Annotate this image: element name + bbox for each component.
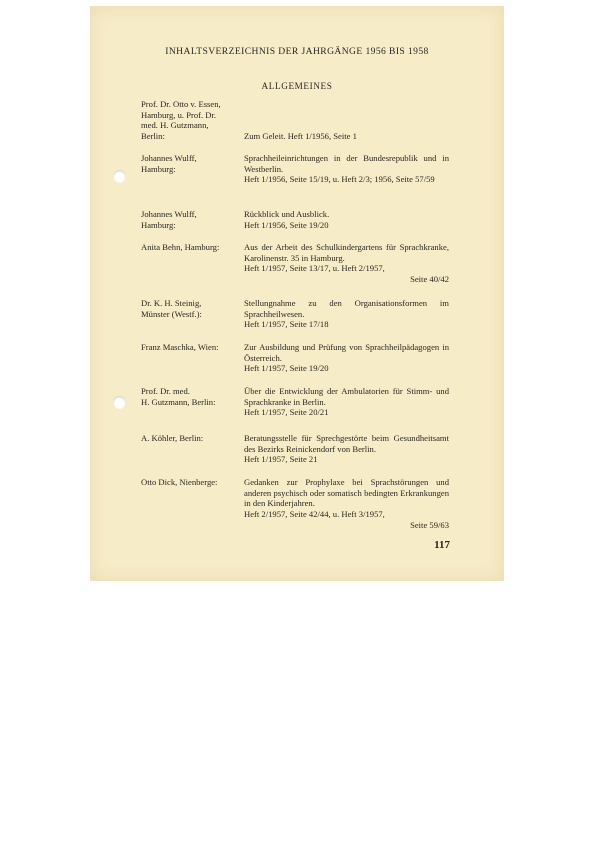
entry-author: Prof. Dr. Otto v. Essen, Hamburg, u. Prof. Dr. med. H. Gutzmann, Berlin: xyxy=(141,99,221,142)
entry-content xyxy=(244,477,449,531)
punch-hole-top xyxy=(113,170,126,183)
entry-title: Über die Entwicklung der Ambulatorien für Stimm- und Sprachkranke in Berlin. xyxy=(244,386,449,407)
entry-author: Anita Behn, Hamburg: xyxy=(141,242,220,252)
entry-reference: Heft 1/1956, Seite 15/19, u. Heft 2/3; 1956, Seite 57/59 xyxy=(244,174,435,185)
entry-reference: Heft 1/1956, Seite 19/20 xyxy=(244,219,329,230)
section-heading: ALLGEMEINES xyxy=(261,81,333,91)
entry-content xyxy=(244,342,449,374)
entry-content xyxy=(244,386,449,418)
entry-content xyxy=(244,153,449,185)
page-title: INHALTSVERZEICHNIS DER JAHRGÄNGE 1956 BIS 1958 xyxy=(165,46,429,57)
entry-reference: Heft 1/1957, Seite 13/17, u. Heft 2/1957, xyxy=(244,263,385,274)
entry-title: Rückblick und Ausblick. xyxy=(244,209,330,219)
entry-title: Sprachheileinrichtungen in der Bundesrepublik und in Westberlin. xyxy=(244,153,449,174)
punch-hole-bottom xyxy=(113,396,126,409)
entry-content xyxy=(244,209,449,230)
entry-title: Beratungsstelle für Sprechgestörte beim Gesundheitsamt des Bezirks Reinickendorf von Berlin. xyxy=(244,433,449,454)
entry-title: Zur Ausbildung und Prüfung von Sprachheilpädagogen in Österreich. xyxy=(244,342,449,363)
entry-content xyxy=(244,242,449,285)
page-number: 117 xyxy=(434,539,450,551)
entry-reference: Heft 1/1957, Seite 21 xyxy=(244,454,318,465)
document-page xyxy=(90,6,504,581)
entry-reference: Heft 2/1957, Seite 42/44, u. Heft 3/1957, xyxy=(244,509,385,520)
entry-reference-continued: Seite 40/42 xyxy=(410,274,449,285)
entry-author: Johannes Wulff, Hamburg: xyxy=(141,153,197,174)
entry-content xyxy=(244,131,449,142)
entry-title: Gedanken zur Prophylaxe bei Sprachstörungen und anderen psychisch oder somatisch bedingten Erkrankungen in den Kinderjahren. xyxy=(244,477,449,509)
entry-reference: Heft 1/1957, Seite 20/21 xyxy=(244,407,329,418)
entry-reference: Heft 1/1957, Seite 17/18 xyxy=(244,319,329,330)
entry-title: Aus der Arbeit des Schulkindergartens für Sprachkranke, Karolinenstr. 35 in Hamburg. xyxy=(244,242,449,263)
entry-author: Prof. Dr. med. H. Gutzmann, Berlin: xyxy=(141,386,216,407)
entry-content xyxy=(244,298,449,330)
entry-author: Otto Dick, Nienberge: xyxy=(141,477,218,487)
entry-reference: Heft 1/1957, Seite 19/20 xyxy=(244,363,329,374)
entry-title: Stellungnahme zu den Organisationsformen im Sprachheilwesen. xyxy=(244,298,449,319)
entry-author: Johannes Wulff, Hamburg: xyxy=(141,209,197,230)
entry-content xyxy=(244,433,449,465)
entry-author: A. Köhler, Berlin: xyxy=(141,433,204,443)
entry-author: Dr. K. H. Steinig, Münster (Westf.): xyxy=(141,298,202,319)
entry-reference: Heft 1/1956, Seite 1 xyxy=(287,131,357,141)
entry-author: Franz Maschka, Wien: xyxy=(141,342,219,352)
entry-title: Zum Geleit. xyxy=(244,131,286,141)
entry-reference-continued: Seite 59/63 xyxy=(410,519,449,530)
